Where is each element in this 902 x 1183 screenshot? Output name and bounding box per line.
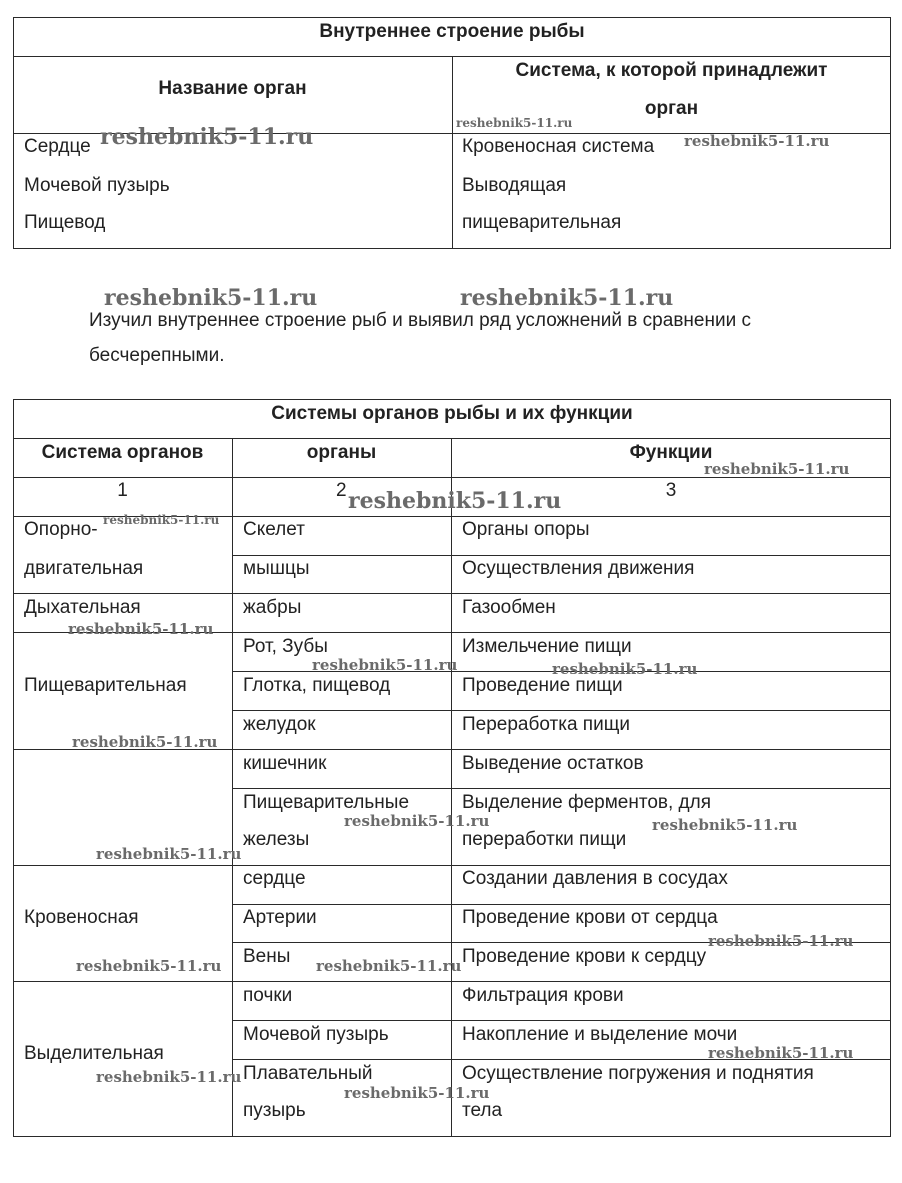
table2-organ: Рот, Зубы xyxy=(243,636,328,657)
table2-system: Пищеварительная xyxy=(24,675,187,696)
watermark: reshebnik5-11.ru xyxy=(96,1068,242,1086)
table2-system: Дыхательная xyxy=(24,597,141,618)
table1-system: Кровеносная система xyxy=(462,136,655,157)
table1-col2-header: Система, к которой принадлежит xyxy=(515,60,828,81)
table2-function: Проведение крови к сердцу xyxy=(462,946,707,967)
table2-system: Опорно- xyxy=(24,519,98,540)
table2-organ: кишечник xyxy=(243,753,327,774)
table1-organ: Сердце xyxy=(24,136,91,157)
table2-function: Создании давления в сосудах xyxy=(462,868,728,889)
table2-col-number: 1 xyxy=(117,480,128,501)
watermark: reshebnik5-11.ru xyxy=(460,285,674,311)
table2-function: Осуществления движения xyxy=(462,558,695,579)
table2-function: Осуществление погружения и поднятия xyxy=(462,1063,814,1084)
watermark: reshebnik5-11.ru xyxy=(684,132,830,150)
watermark: reshebnik5-11.ru xyxy=(103,513,220,527)
table2-function: Измельчение пищи xyxy=(462,636,632,657)
watermark: reshebnik5-11.ru xyxy=(708,1044,854,1062)
table2-header-functions: Функции xyxy=(629,442,713,463)
table2-function: переработки пищи xyxy=(462,829,627,850)
table2-function: Проведение крови от сердца xyxy=(462,907,718,928)
table1-organ: Мочевой пузырь xyxy=(24,175,170,196)
table2-function: Фильтрация крови xyxy=(462,985,624,1006)
table2-organ: пузырь xyxy=(243,1100,306,1121)
table2-organ: сердце xyxy=(243,868,306,889)
watermark: reshebnik5-11.ru xyxy=(316,957,462,975)
watermark: reshebnik5-11.ru xyxy=(96,845,242,863)
watermark: reshebnik5-11.ru xyxy=(652,816,798,834)
table2-header-system: Система органов xyxy=(41,442,204,463)
table2-organ: Скелет xyxy=(243,519,305,540)
paragraph-line: бесчерепными. xyxy=(89,345,225,366)
watermark: reshebnik5-11.ru xyxy=(456,116,573,130)
table2-organ: Артерии xyxy=(243,907,317,928)
watermark: reshebnik5-11.ru xyxy=(312,656,458,674)
table1-col1-header: Название орган xyxy=(158,78,307,99)
table2-organ: почки xyxy=(243,985,293,1006)
watermark: reshebnik5-11.ru xyxy=(100,124,314,150)
table2-function: Газообмен xyxy=(462,597,556,618)
table2-organ: жабры xyxy=(243,597,302,618)
table2-organ: Мочевой пузырь xyxy=(243,1024,389,1045)
table2-organ: мышцы xyxy=(243,558,310,579)
watermark: reshebnik5-11.ru xyxy=(72,733,218,751)
table1-col2-header-2: орган xyxy=(644,98,699,119)
table2-system: двигательная xyxy=(24,558,144,579)
watermark: reshebnik5-11.ru xyxy=(68,620,214,638)
watermark: reshebnik5-11.ru xyxy=(704,460,850,478)
table2-organ: Глотка, пищевод xyxy=(243,675,391,696)
watermark: reshebnik5-11.ru xyxy=(344,1084,490,1102)
table1-system: пищеварительная xyxy=(462,212,622,233)
table2-organ: Плавательный xyxy=(243,1063,373,1084)
table2-title: Системы органов рыбы и их функции xyxy=(271,403,633,424)
paragraph-line: Изучил внутреннее строение рыб и выявил ряд усложнений в сравнении с xyxy=(89,310,751,331)
table2-organ: Пищеварительные xyxy=(243,792,410,813)
table1-organ: Пищевод xyxy=(24,212,106,233)
table2-col-number: 3 xyxy=(665,480,677,501)
table2-col-number: 2 xyxy=(336,480,347,501)
watermark: reshebnik5-11.ru xyxy=(552,660,698,678)
watermark: reshebnik5-11.ru xyxy=(344,812,490,830)
watermark: reshebnik5-11.ru xyxy=(76,957,222,975)
table2-system: Кровеносная xyxy=(24,907,139,928)
table2-organ: Вены xyxy=(243,946,291,967)
table1-system: Выводящая xyxy=(462,175,567,196)
table1-title: Внутреннее строение рыбы xyxy=(319,21,585,42)
table2-function: Проведение пищи xyxy=(462,675,623,696)
table2-function: Выделение ферментов, для xyxy=(462,792,712,813)
table2-function: Переработка пищи xyxy=(462,714,630,735)
table2-organ: желудок xyxy=(243,714,316,735)
table2-function: Органы опоры xyxy=(462,519,590,540)
watermark: reshebnik5-11.ru xyxy=(348,488,562,514)
table2-organ: железы xyxy=(243,829,310,850)
table2-header-organs: органы xyxy=(306,442,377,463)
table2-function: Накопление и выделение мочи xyxy=(462,1024,738,1045)
watermark: reshebnik5-11.ru xyxy=(104,285,318,311)
table2-function: тела xyxy=(462,1100,503,1121)
table2-function: Выведение остатков xyxy=(462,753,644,774)
table2-system: Выделительная xyxy=(24,1043,164,1064)
watermark: reshebnik5-11.ru xyxy=(708,932,854,950)
